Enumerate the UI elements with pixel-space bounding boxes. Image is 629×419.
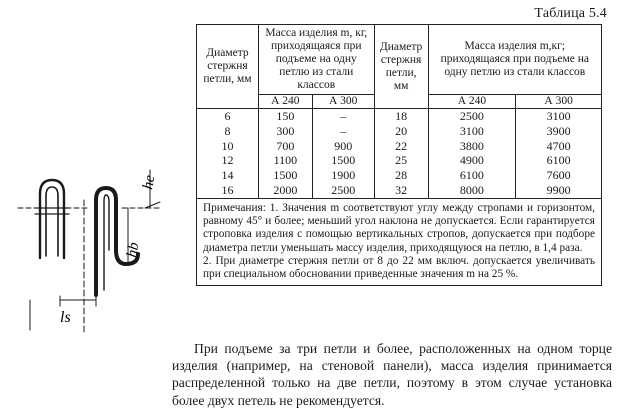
table-5-4	[196, 24, 602, 286]
cell: 3100	[459, 123, 484, 138]
note-2: 2. При диаметре стержня петли от 8 до 22 мм включ. допускается увеличивать при специальном обосновании приведенные значения m на 25 %.	[203, 254, 595, 281]
cell: 22	[395, 138, 408, 153]
header-class-a240-right: А 240	[428, 95, 516, 109]
cell: 4700	[546, 138, 571, 153]
cell: 1900	[331, 168, 356, 183]
cell: 14	[221, 168, 234, 183]
cell: 8000	[459, 182, 484, 197]
col-a300-right	[516, 109, 602, 199]
cell: 6100	[546, 153, 571, 168]
note-1: Примечания: 1. Значения m соответствуют углу между стропами и горизонтом, равному 45° и более; меньший угол наклона не допускается. Если гарантируется строповка изделия с помощью вертикальных стропов, допускается при подборе диаметра петли уменьшать массу изделия, приходящуюся на петлю, в 1,4 раза.	[203, 201, 595, 254]
col-a240-right	[428, 109, 516, 199]
cell: 700	[276, 138, 295, 153]
cell: 25	[395, 153, 408, 168]
body-paragraph-text: При подъеме за три петли и более, расположенных на одном торце изделия (например, на стеновой панели), масса изделия принимается распределенной только на две петли, поэтому в этом случае установка более двух петель не рекомендуется.	[172, 341, 612, 408]
cell: 2500	[459, 109, 484, 123]
cell: 7600	[546, 168, 571, 183]
cell: 2000	[273, 182, 298, 197]
cell: 4900	[459, 153, 484, 168]
cell: 10	[221, 138, 234, 153]
label-hb: hb	[124, 241, 143, 259]
cell: –	[340, 109, 347, 123]
cell: 12	[221, 153, 234, 168]
cell: 20	[395, 123, 408, 138]
col-a240-left	[258, 109, 312, 199]
label-he: he	[140, 173, 159, 191]
cell: 2500	[331, 182, 356, 197]
cell: 1500	[331, 153, 356, 168]
cell: 900	[334, 138, 353, 153]
col-diameters-left	[197, 109, 259, 199]
front-loop-inner	[46, 187, 58, 256]
body-paragraph	[172, 340, 612, 409]
cell: 32	[395, 182, 408, 197]
cell: 150	[276, 109, 295, 123]
table-caption: Таблица 5.4	[534, 6, 607, 21]
cell: 8	[224, 123, 231, 138]
cell: 6	[224, 109, 231, 123]
header-class-a300-left: А 300	[312, 95, 374, 109]
cell: 9900	[546, 182, 571, 197]
cell: 300	[276, 123, 295, 138]
header-mass-left: Масса изделия m, кг, приходящаяся при подъеме на одну петлю из стали классов	[258, 25, 374, 95]
cell: 1500	[273, 168, 298, 183]
cell: 28	[395, 168, 408, 183]
header-class-a240-left: А 240	[258, 95, 312, 109]
header-mass-right: Масса изделия m,кг; приходящаяся при подъеме на одну петлю из стали классов	[428, 25, 601, 95]
table-notes	[197, 198, 602, 285]
cell: 3100	[546, 109, 571, 123]
cell: 3800	[459, 138, 484, 153]
col-a300-left	[312, 109, 374, 199]
cell: –	[340, 123, 347, 138]
cell: 3900	[546, 123, 571, 138]
header-class-a300-right: А 300	[516, 95, 602, 109]
cell: 6100	[459, 168, 484, 183]
cell: 1100	[273, 153, 298, 168]
col-diameters-right	[374, 109, 428, 199]
lifting-loop-drawing	[0, 150, 175, 335]
header-diameter-right: Диаметр стержня петли, мм	[374, 25, 428, 109]
side-loop	[96, 188, 138, 295]
label-ls: ls	[60, 309, 71, 326]
header-diameter-left: Диаметр стержня петли, мм	[197, 25, 259, 109]
cell: 18	[395, 109, 408, 123]
front-loop	[40, 180, 64, 258]
cell: 16	[221, 182, 234, 197]
